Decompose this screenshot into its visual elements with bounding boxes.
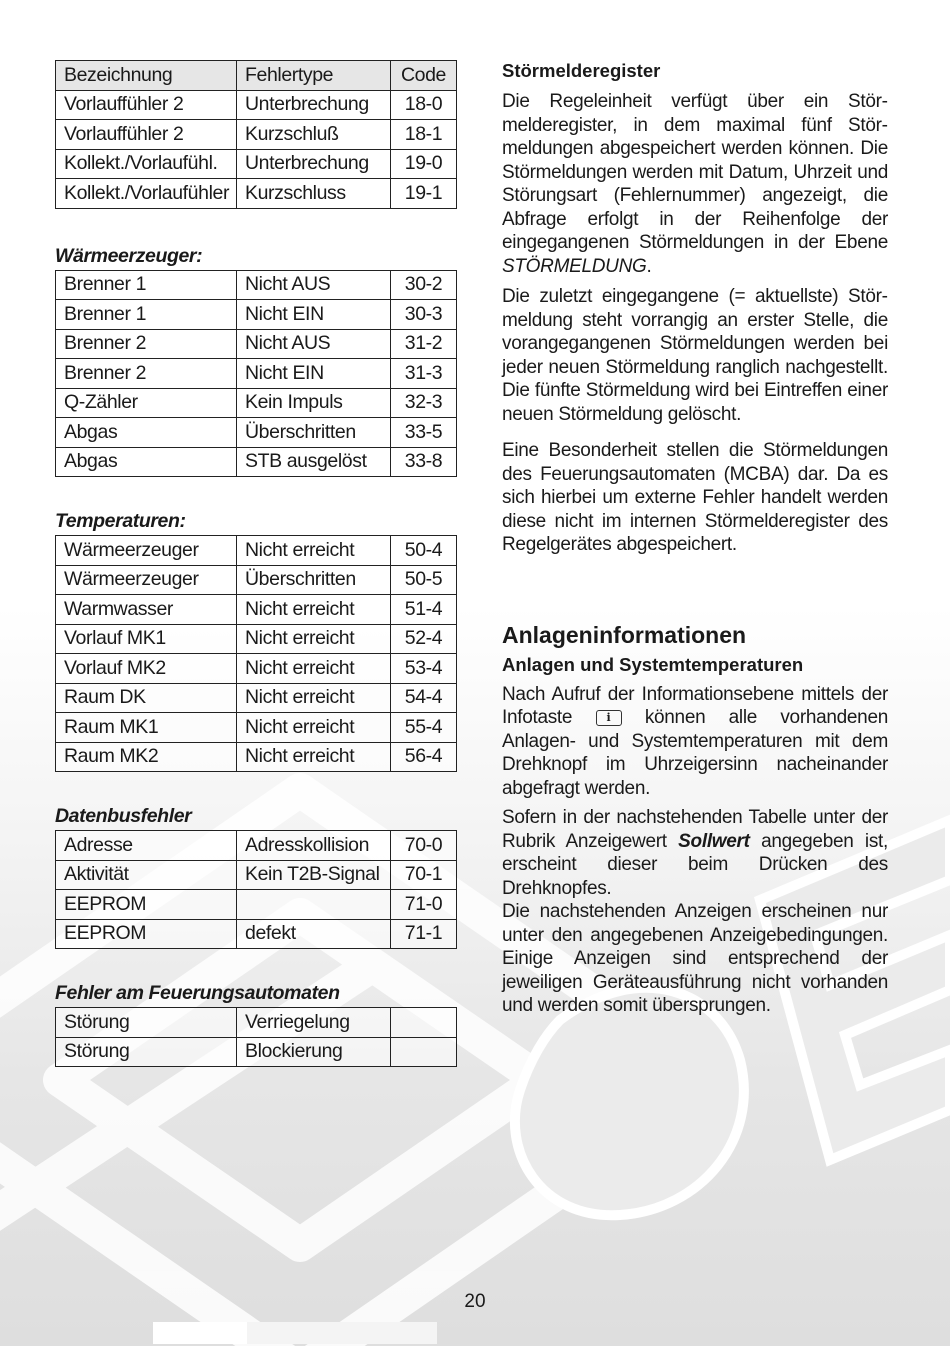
sollwert-term: Sollwert	[678, 830, 750, 852]
cell-fehlertype: Verriegelung	[237, 1008, 391, 1038]
table-row	[56, 120, 457, 150]
cell-fehlertype: Nicht erreicht	[237, 713, 391, 743]
table-row	[56, 919, 457, 949]
cell-fehlertype: Unterbrechung	[237, 149, 391, 179]
cell-fehlertype: STB ausgelöst	[237, 447, 391, 477]
table-row	[56, 1008, 457, 1038]
section-title-temperaturen: Temperaturen:	[55, 510, 186, 532]
table-row	[56, 179, 457, 209]
table-row	[56, 624, 457, 654]
cell-code	[391, 1037, 457, 1067]
table-row	[56, 90, 457, 120]
table-row	[56, 595, 457, 625]
cell-code: 19-1	[391, 179, 457, 209]
heading-stoermelderegister: Störmelderegister	[502, 60, 661, 81]
info-key-icon: i	[596, 710, 622, 726]
cell-bezeichnung: EEPROM	[56, 890, 237, 920]
paragraph-latest-message: Die zuletzt eingegangene (= aktuellste) Störmeldung steht vorrangig an erster Stelle, die vorangegangenen Störmeldungen werden bei jeder neuen Störmeldung ranglich nachgestellt. Die fünfte Störmeldung wird bei Eintreffen einer neuen Störmeldung gelöscht.	[502, 286, 888, 425]
cell-fehlertype: Nicht erreicht	[237, 742, 391, 772]
cell-fehlertype: Nicht erreicht	[237, 536, 391, 566]
header-bezeichnung: Bezeichnung	[56, 61, 237, 91]
cell-bezeichnung: EEPROM	[56, 919, 237, 949]
menu-level-name: STÖRMELDUNG	[502, 255, 647, 277]
cell-code: 50-5	[391, 565, 457, 595]
cell-fehlertype: Nicht erreicht	[237, 595, 391, 625]
cell-code: 51-4	[391, 595, 457, 625]
cell-bezeichnung: Aktivität	[56, 860, 237, 890]
cell-code: 30-2	[391, 270, 457, 300]
cell-code: 55-4	[391, 713, 457, 743]
page-number: 20	[464, 1291, 486, 1312]
cell-bezeichnung: Vorlauffühler 2	[56, 90, 237, 120]
text-run: Nach Aufruf der Informationsebene mittels der Infotaste	[502, 683, 888, 728]
footer-strip	[153, 1322, 247, 1344]
table-row	[56, 418, 457, 448]
cell-code: 33-8	[391, 447, 457, 477]
error-table-sensors	[55, 60, 457, 209]
cell-code: 32-3	[391, 388, 457, 418]
cell-fehlertype: Nicht AUS	[237, 270, 391, 300]
heading-systemtemperaturen: Anlagen und Systemtemperaturen	[502, 653, 804, 675]
cell-bezeichnung: Raum MK1	[56, 713, 237, 743]
cell-bezeichnung: Adresse	[56, 831, 237, 861]
cell-bezeichnung: Vorlauffühler 2	[56, 120, 237, 150]
cell-fehlertype	[237, 890, 391, 920]
cell-bezeichnung: Abgas	[56, 418, 237, 448]
cell-code: 31-3	[391, 359, 457, 389]
table-row	[56, 713, 457, 743]
cell-bezeichnung: Störung	[56, 1037, 237, 1067]
cell-fehlertype: Blockierung	[237, 1037, 391, 1067]
paragraph-stoermelderegister	[502, 90, 888, 278]
cell-bezeichnung: Wärmeerzeuger	[56, 565, 237, 595]
table-row	[56, 447, 457, 477]
cell-fehlertype: Unterbrechung	[237, 90, 391, 120]
cell-fehlertype: Kein T2B-Signal	[237, 860, 391, 890]
cell-fehlertype: Nicht AUS	[237, 329, 391, 359]
text-run: Die Regeleinheit verfügt über ein Störmelderegister, in dem maximal fünf Störmeldungen abgespeichert werden können. Die Störmeldungen werden mit Datum, Uhrzeit und Störungsart (Fehlernummer) angezeigt, die Abfrage erfolgt in der Reihenfolge der eingegangenen Störmeldungen in der Ebene	[502, 91, 888, 253]
table-row	[56, 831, 457, 861]
table-row	[56, 565, 457, 595]
table-row	[56, 149, 457, 179]
cell-fehlertype: Überschritten	[237, 565, 391, 595]
cell-code: 71-1	[391, 919, 457, 949]
cell-bezeichnung: Brenner 2	[56, 329, 237, 359]
cell-code: 56-4	[391, 742, 457, 772]
cell-code: 54-4	[391, 683, 457, 713]
cell-code	[391, 1008, 457, 1038]
footer-strip	[247, 1322, 437, 1344]
heading-anlageninformationen: Anlageninformationen	[502, 621, 747, 648]
cell-fehlertype: Nicht EIN	[237, 359, 391, 389]
table-row	[56, 860, 457, 890]
cell-code: 50-4	[391, 536, 457, 566]
table-row	[56, 890, 457, 920]
cell-bezeichnung: Raum MK2	[56, 742, 237, 772]
error-table-waermeerzeuger	[55, 270, 457, 478]
header-code: Code	[391, 61, 457, 91]
cell-code: 30-3	[391, 300, 457, 330]
table-row	[56, 270, 457, 300]
section-title-datenbusfehler: Datenbusfehler	[55, 805, 192, 827]
table-row	[56, 359, 457, 389]
table-row	[56, 388, 457, 418]
cell-bezeichnung: Störung	[56, 1008, 237, 1038]
section-title-waermeerzeuger: Wärmeerzeuger:	[55, 244, 203, 267]
text-run: angegeben ist, erscheint dieser beim Drücken des Drehknopfes.	[502, 830, 888, 899]
cell-code: 70-1	[391, 860, 457, 890]
table-header-row	[56, 61, 457, 91]
cell-code: 31-2	[391, 329, 457, 359]
table-row	[56, 742, 457, 772]
header-fehlertype: Fehlertype	[237, 61, 391, 91]
paragraph-anzeigen: Die nachstehenden Anzeigen erscheinen nur unter den angegebenen Anzeigebedingungen. Einige Anzeigen sind entsprechend der jeweiligen Geräteausführung nicht vorhanden und werden somit übersprungen.	[502, 901, 888, 1016]
cell-bezeichnung: Brenner 2	[56, 359, 237, 389]
error-table-temperaturen	[55, 535, 457, 772]
cell-code: 18-0	[391, 90, 457, 120]
cell-bezeichnung: Raum DK	[56, 683, 237, 713]
paragraph-mcba: Eine Besonderheit stellen die Störmeldungen des Feuerungsautomaten (MCBA) dar. Da es sich hierbei um externe Fehler handelt werden diese nicht im internen Störmelderegister des Regelgerätes abgespeichert.	[502, 440, 888, 555]
text-run: können alle vorhandenen Anlagen- und Systemtemperaturen mit dem Drehknopf im Uhrzeigersinn nacheinander abgefragt werden.	[502, 707, 888, 799]
cell-fehlertype: Nicht EIN	[237, 300, 391, 330]
error-code-tables	[55, 60, 456, 1067]
cell-code: 19-0	[391, 149, 457, 179]
cell-bezeichnung: Wärmeerzeuger	[56, 536, 237, 566]
cell-bezeichnung: Kollekt./Vorlaufühler	[56, 179, 237, 209]
cell-fehlertype: Nicht erreicht	[237, 683, 391, 713]
text-run: .	[646, 255, 652, 277]
cell-fehlertype: Nicht erreicht	[237, 654, 391, 684]
table-row	[56, 329, 457, 359]
table-row	[56, 1037, 457, 1067]
cell-code: 18-1	[391, 120, 457, 150]
table-row	[56, 654, 457, 684]
cell-bezeichnung: Brenner 1	[56, 300, 237, 330]
section-title-feuerungsautomat: Fehler am Feuerungsautomaten	[55, 982, 340, 1004]
error-table-datenbus	[55, 830, 457, 949]
text-run: Sofern in der nachstehenden Tabelle unter der Rubrik Anzeigewert	[502, 807, 888, 852]
cell-fehlertype: Adresskollision	[237, 831, 391, 861]
cell-code: 53-4	[391, 654, 457, 684]
table-row	[56, 536, 457, 566]
cell-code: 33-5	[391, 418, 457, 448]
cell-bezeichnung: Vorlauf MK2	[56, 654, 237, 684]
error-table-feuerungsautomat	[55, 1007, 457, 1067]
cell-bezeichnung: Abgas	[56, 447, 237, 477]
cell-code: 70-0	[391, 831, 457, 861]
cell-bezeichnung: Q-Zähler	[56, 388, 237, 418]
cell-bezeichnung: Kollekt./Vorlaufühl.	[56, 149, 237, 179]
cell-fehlertype: Überschritten	[237, 418, 391, 448]
paragraph-sollwert	[502, 806, 888, 900]
cell-code: 71-0	[391, 890, 457, 920]
cell-fehlertype: defekt	[237, 919, 391, 949]
table-row	[56, 683, 457, 713]
cell-bezeichnung: Brenner 1	[56, 270, 237, 300]
cell-fehlertype: Kurzschluß	[237, 120, 391, 150]
paragraph-infotaste	[502, 683, 888, 801]
cell-fehlertype: Nicht erreicht	[237, 624, 391, 654]
cell-code: 52-4	[391, 624, 457, 654]
cell-bezeichnung: Vorlauf MK1	[56, 624, 237, 654]
cell-fehlertype: Kurzschluss	[237, 179, 391, 209]
cell-fehlertype: Kein Impuls	[237, 388, 391, 418]
table-row	[56, 300, 457, 330]
cell-bezeichnung: Warmwasser	[56, 595, 237, 625]
right-column	[502, 59, 888, 1018]
